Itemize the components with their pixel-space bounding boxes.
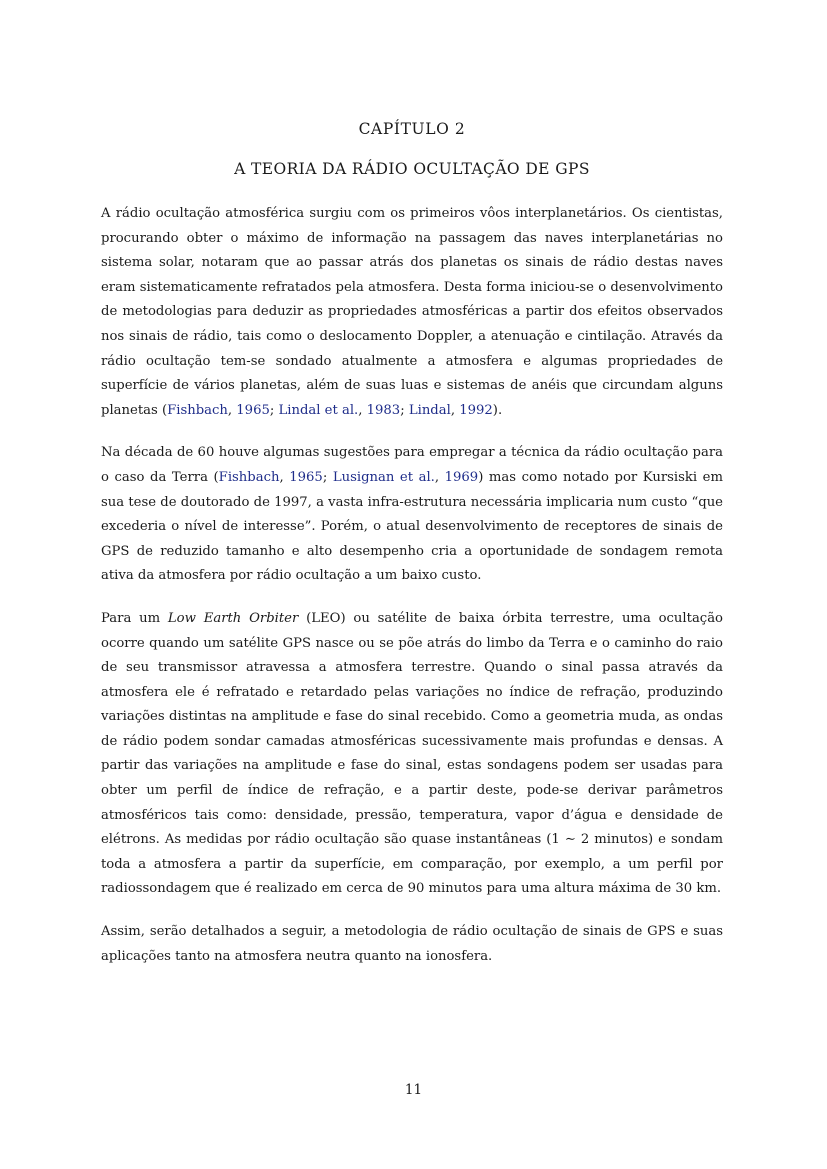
paragraph-text: Para um (101, 610, 168, 626)
citation-separator: , (434, 469, 445, 485)
paragraph-4: Assim, serão detalhados a seguir, a metodologia de rádio ocultação de sinais de GPS e suas aplicações tanto na atmosfera neutra quanto na ionosfera. (101, 924, 723, 964)
citation-link[interactable]: Fishbach (218, 469, 280, 485)
paragraph-text: (LEO) ou satélite de baixa órbita terrestre, uma ocultação ocorre quando um satélite GPS nasce ou se põe atrás do limbo da Terra e o caminho do raio de seu transmissor atravessa a atmosfera terrestre. Quando o sinal passa através da atmosfera ele é refratado e retardado pelas variações no índice de refração, produzindo variações distintas na amplitude e fase do sinal recebido. Como a geometria muda, as ondas de rádio podem sondar camadas atmosféricas sucessivamente mais profundas e densas. A partir das variações na amplitude e fase do sinal, estas sondagens podem ser usadas para obter um perfil de índice de refração, e a partir deste, pode-se derivar parâmetros atmosféricos tais como: densidade, pressão, temperatura, vapor d’água e densidade de elétrons. As medidas por rádio ocultação são quase instantâneas (1 ∼ 2 minutos) e sondam toda a atmosfera a partir da superfície, em comparação, por exemplo, a um perfil por radiossondagem que é realizado em cerca de 90 minutos para uma altura máxima de 30 km. (101, 610, 723, 897)
citation-year-link[interactable]: 1965 (289, 469, 323, 485)
citation-link[interactable]: Fishbach (167, 402, 228, 418)
citation-link[interactable]: Lindal et al. (278, 402, 359, 418)
italic-term: Low Earth Orbiter (167, 610, 299, 626)
citation-separator: ; (400, 402, 409, 418)
paragraph-1 (101, 202, 723, 423)
paragraph-2 (101, 441, 723, 589)
citation-separator: ; (269, 402, 279, 418)
citation-year-link[interactable]: 1983 (366, 402, 401, 418)
paragraph-text: A rádio ocultação atmosférica surgiu com os primeiros vôos interplanetários. Os cientistas, procurando obter o máximo de informação na passagem das naves interplanetárias no sistema solar, notaram que ao passar atrás dos planetas os sinais de rádio destas naves eram sistematicamente refratados pela atmosfera. Desta forma iniciou-se o desenvolvimento de metodologias para deduzir as propriedades atmosféricas a partir dos efeitos observados nos sinais de rádio, tais como o deslocamento Doppler, a atenuação e cintilação. Através da rádio ocultação tem-se sondado atualmente a atmosfera e algumas propriedades de superfície de vários planetas, além de suas luas e sistemas de anéis que circundam alguns planetas ( (101, 206, 723, 418)
chapter-title: A TEORIA DA RÁDIO OCULTAÇÃO DE GPS (234, 160, 590, 178)
paragraph-3 (101, 607, 723, 902)
paragraph-text: ). (492, 402, 503, 418)
paragraph-text: Na década de 60 houve algumas sugestões para empregar a técnica da rádio ocultação para o caso da Terra ( (101, 445, 723, 485)
paragraph-text: ) mas como notado por Kursiski em sua tese de doutorado de 1997, a vasta infra-estrutura necessária implicaria num custo “que excederia o nível de interesse”. Porém, o atual desenvolvimento de receptores de sinais de GPS de reduzido tamanho e alto desempenho cria a oportunidade de sondagem remota ativa da atmosfera por rádio ocultação a um baixo custo. (101, 469, 723, 584)
page-content (101, 118, 723, 987)
citation-separator: , (227, 402, 237, 418)
citation-separator: ; (322, 469, 333, 485)
citation-year-link[interactable]: 1969 (444, 469, 479, 485)
chapter-label: CAPÍTULO 2 (358, 120, 466, 138)
citation-year-link[interactable]: 1965 (236, 402, 270, 418)
citation-link[interactable]: Lindal (408, 402, 451, 418)
citation-separator: , (358, 402, 367, 418)
citation-year-link[interactable]: 1992 (459, 402, 493, 418)
page-number: 11 (404, 1082, 423, 1098)
citation-separator: , (279, 469, 290, 485)
citation-separator: , (450, 402, 460, 418)
citation-link[interactable]: Lusignan et al. (332, 469, 435, 485)
